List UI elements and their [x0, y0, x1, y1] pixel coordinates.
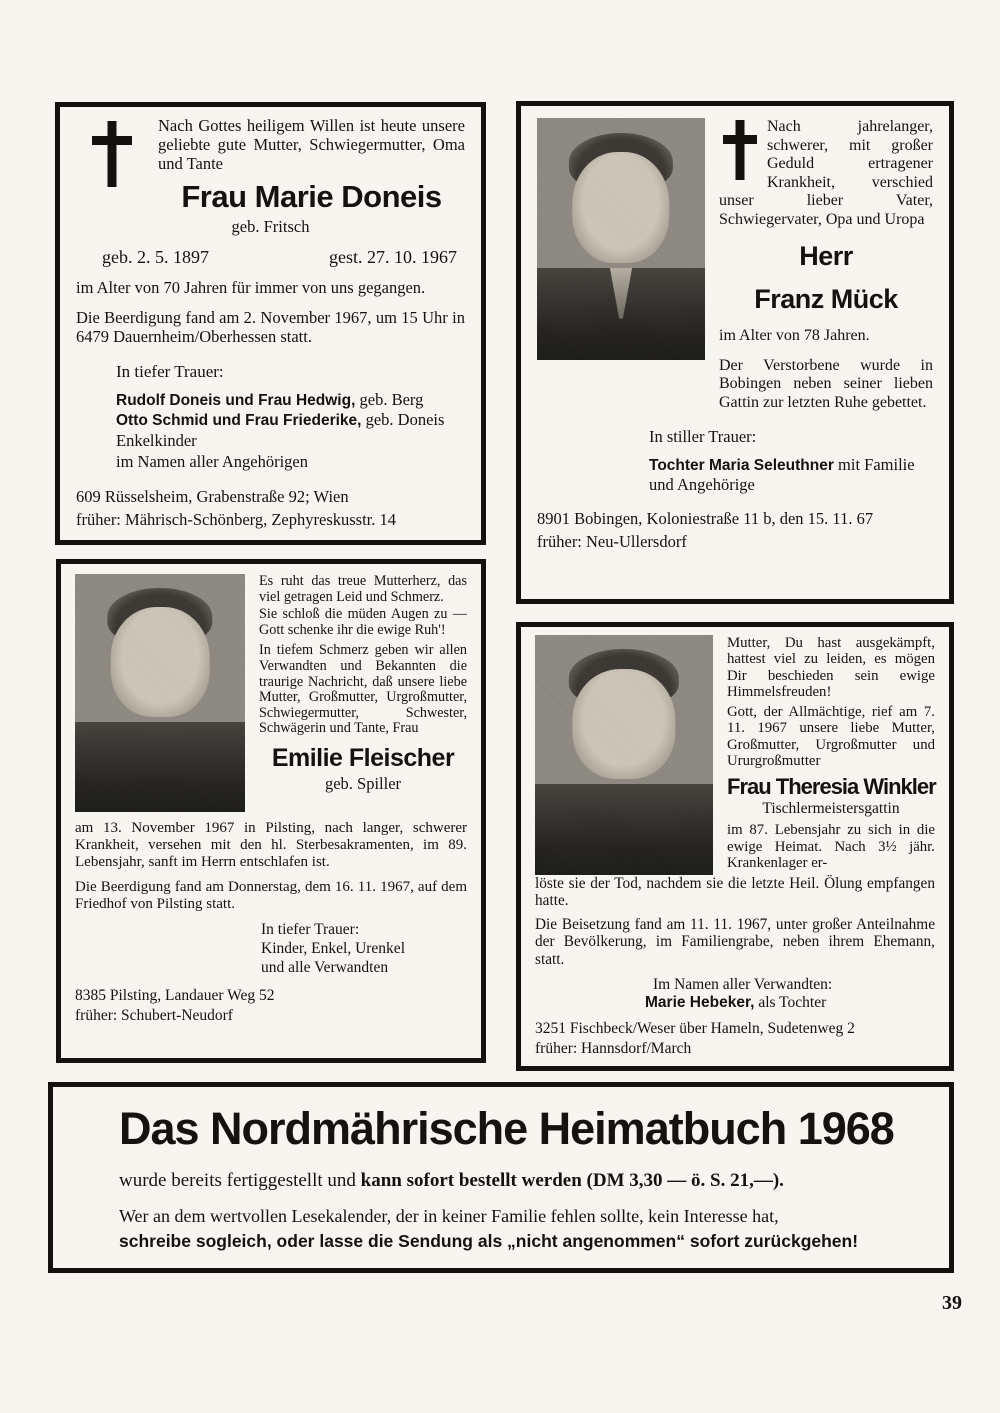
mourning-label: In tiefer Trauer:: [261, 921, 360, 939]
address-block: [535, 1019, 935, 1059]
burial-paragraph: Die Beisetzung fand am 11. 11. 1967, unter großer Anteilnahme der Bevölkerung, im Familiengrabe, neben ihrem Ehemann, statt.: [535, 916, 935, 968]
mourner-line: [116, 431, 465, 452]
deceased-name: Frau Theresia Winkler: [727, 774, 936, 800]
funeral-paragraph: Die Beerdigung fand am 2. November 1967, um 15 Uhr in 6479 Dauernheim/Oberhessen statt.: [76, 308, 465, 346]
memorial-verse: Sie schloß die müden Augen zu — Gott schenke ihr die ewige Ruh'!: [259, 606, 467, 638]
deceased-name: Franz Mück: [754, 284, 898, 315]
page-number: 39: [942, 1292, 962, 1314]
portrait-photo: [75, 574, 245, 812]
memorial-verse: Es ruht das treue Mutterherz, das viel getragen Leid und Schmerz.: [259, 573, 467, 605]
obituary-mueck: [516, 101, 954, 604]
mourner-name: Rudolf Doneis und Frau Hedwig,: [116, 391, 356, 409]
burial-paragraph: Der Verstorbene wurde in Bobingen neben seiner lieben Gattin zur letzten Ruhe gebettet.: [719, 356, 933, 412]
obituary-fleischer: [56, 559, 486, 1063]
deceased-name: Emilie Fleischer: [271, 744, 455, 773]
deceased-name: Frau Marie Doneis: [181, 179, 442, 215]
deceased-subtitle: Tischlermeistersgattin: [762, 800, 900, 818]
ad-text-bold: kann sofort bestellt werden (DM 3,30 — ö. S. 21,—).: [360, 1170, 784, 1191]
mourner-text: im Namen aller Angehörigen: [116, 451, 308, 471]
mourning-label: In stiller Trauer:: [649, 426, 757, 446]
mourners-list: [261, 921, 467, 977]
obituary-paragraph: am 13. November 1967 in Pilsting, nach langer, schwerer Krankheit, versehen mit den hl. Sterbesakramenten, im 89. Lebensjahr, sanft im Herrn entschlafen ist.: [75, 820, 467, 871]
ad-appeal-regular: Wer an dem wertvollen Lesekalender, der in keiner Familie fehlen sollte, kein Interesse hat,: [119, 1206, 779, 1227]
address-block: [537, 507, 933, 553]
address-line: 8385 Pilsting, Landauer Weg 52: [75, 987, 275, 1005]
address-line: früher: Hannsdorf/March: [535, 1039, 692, 1057]
heimatbuch-advertisement: [48, 1082, 954, 1273]
cross-icon: [92, 121, 132, 187]
mourning-label: In tiefer Trauer:: [116, 361, 224, 381]
mourning-label: Im Namen aller Verwandten:: [653, 975, 833, 993]
memorial-verse: Mutter, Du hast ausgekämpft, hattest viel zu leiden, es mögen Dir beschieden sein ewige Himmelsfreuden!: [727, 635, 935, 700]
obituary-paragraph: im Alter von 70 Jahren für immer von uns gegangen.: [76, 278, 426, 298]
obituary-paragraph-continued: löste sie der Tod, nachdem sie die letzte Heil. Ölung empfangen hatte.: [535, 875, 935, 910]
photo-halftone-grain: [75, 574, 245, 812]
mourner-line: Kinder, Enkel, Urenkel: [261, 940, 405, 958]
obituary-intro: Nach Gottes heiligem Willen ist heute unsere geliebte gute Mutter, Schwiegermutter, Oma und Tante: [158, 116, 465, 173]
mourner-suffix: als Tochter: [754, 993, 827, 1011]
mourner-suffix: geb. Doneis: [361, 410, 445, 430]
mourner-text: Enkelkinder: [116, 431, 197, 451]
address-line: 3251 Fischbeck/Weser über Hameln, Sudetenweg 2: [535, 1019, 855, 1037]
birth-date: geb. 2. 5. 1897: [102, 247, 209, 268]
address-line: früher: Mährisch-Schönberg, Zephyreskusstr. 14: [76, 510, 397, 530]
maiden-name: geb. Spiller: [324, 773, 402, 793]
photo-halftone-grain: [537, 118, 705, 360]
mourner-line: [116, 390, 465, 411]
deceased-title: Herr: [799, 241, 853, 272]
address-block: [75, 986, 467, 1026]
mourner-line: [116, 410, 465, 431]
birth-death-dates: [102, 247, 457, 268]
mourner-suffix: mit Familie und Angehörige: [649, 454, 915, 495]
photo-halftone-grain: [535, 635, 713, 875]
address-block: [76, 485, 465, 531]
address-line: früher: Neu-Ullersdorf: [537, 531, 687, 551]
ad-title: Das Nordmährische Heimatbuch 1968: [119, 1103, 894, 1154]
obituary-doneis: [55, 102, 486, 545]
mourner-name: Tochter Maria Seleuthner: [649, 456, 834, 474]
obituary-intro: Gott, der Allmächtige, rief am 7. 11. 1967 unsere liebe Mutter, Großmutter, Urgroßmutter und Ururgroßmutter: [727, 704, 935, 769]
cross-icon: [723, 120, 757, 180]
maiden-name: geb. Fritsch: [231, 217, 310, 237]
mourner-name: Otto Schmid und Frau Friederike,: [116, 412, 362, 430]
funeral-paragraph: Die Beerdigung fand am Donnerstag, dem 16. 11. 1967, auf dem Friedhof von Pilsting statt.: [75, 879, 467, 913]
address-line: 8901 Bobingen, Koloniestraße 11 b, den 15. 11. 67: [537, 508, 874, 528]
obituary-intro: In tiefem Schmerz geben wir allen Verwandten und Bekannten die traurige Nachricht, daß unsere liebe Mutter, Großmutter, Urgroßmutter, Schwiegermutter, Schwester, Schwägerin und Tante, Frau: [259, 642, 467, 737]
mourner-line: [649, 455, 939, 496]
portrait-photo: [537, 118, 705, 360]
mourner-line: [645, 994, 935, 1012]
portrait-photo: [535, 635, 713, 875]
mourner-suffix: geb. Berg: [355, 389, 424, 409]
ad-appeal-bold: schreibe sogleich, oder lasse die Sendung als „nicht angenommen“ sofort zurückgehen!: [119, 1230, 859, 1251]
ad-text-regular: wurde bereits fertiggestellt und: [119, 1170, 361, 1191]
mourner-name: Marie Hebeker,: [645, 993, 755, 1011]
death-date: gest. 27. 10. 1967: [329, 247, 457, 268]
obituary-paragraph-column: im 87. Lebensjahr zu sich in die ewige Heimat. Nach 3½ jähr. Krankenlager er-: [727, 822, 935, 871]
ad-order-info: [119, 1169, 883, 1193]
mourner-line: [116, 452, 465, 473]
mourner-line: und alle Verwandten: [261, 958, 389, 976]
address-line: 609 Rüsselsheim, Grabenstraße 92; Wien: [76, 487, 349, 507]
mourners-list: [116, 390, 465, 473]
obituary-paragraph: im Alter von 78 Jahren.: [719, 327, 870, 345]
obituary-winkler: [516, 622, 954, 1071]
obituary-intro: Nach jahrelanger, schwerer, mit großer Geduld ertragener Krankheit, verschied unser lieber Vater, Schwiegervater, Opa und Uropa: [719, 118, 933, 228]
address-line: früher: Schubert-Neudorf: [75, 1007, 233, 1025]
